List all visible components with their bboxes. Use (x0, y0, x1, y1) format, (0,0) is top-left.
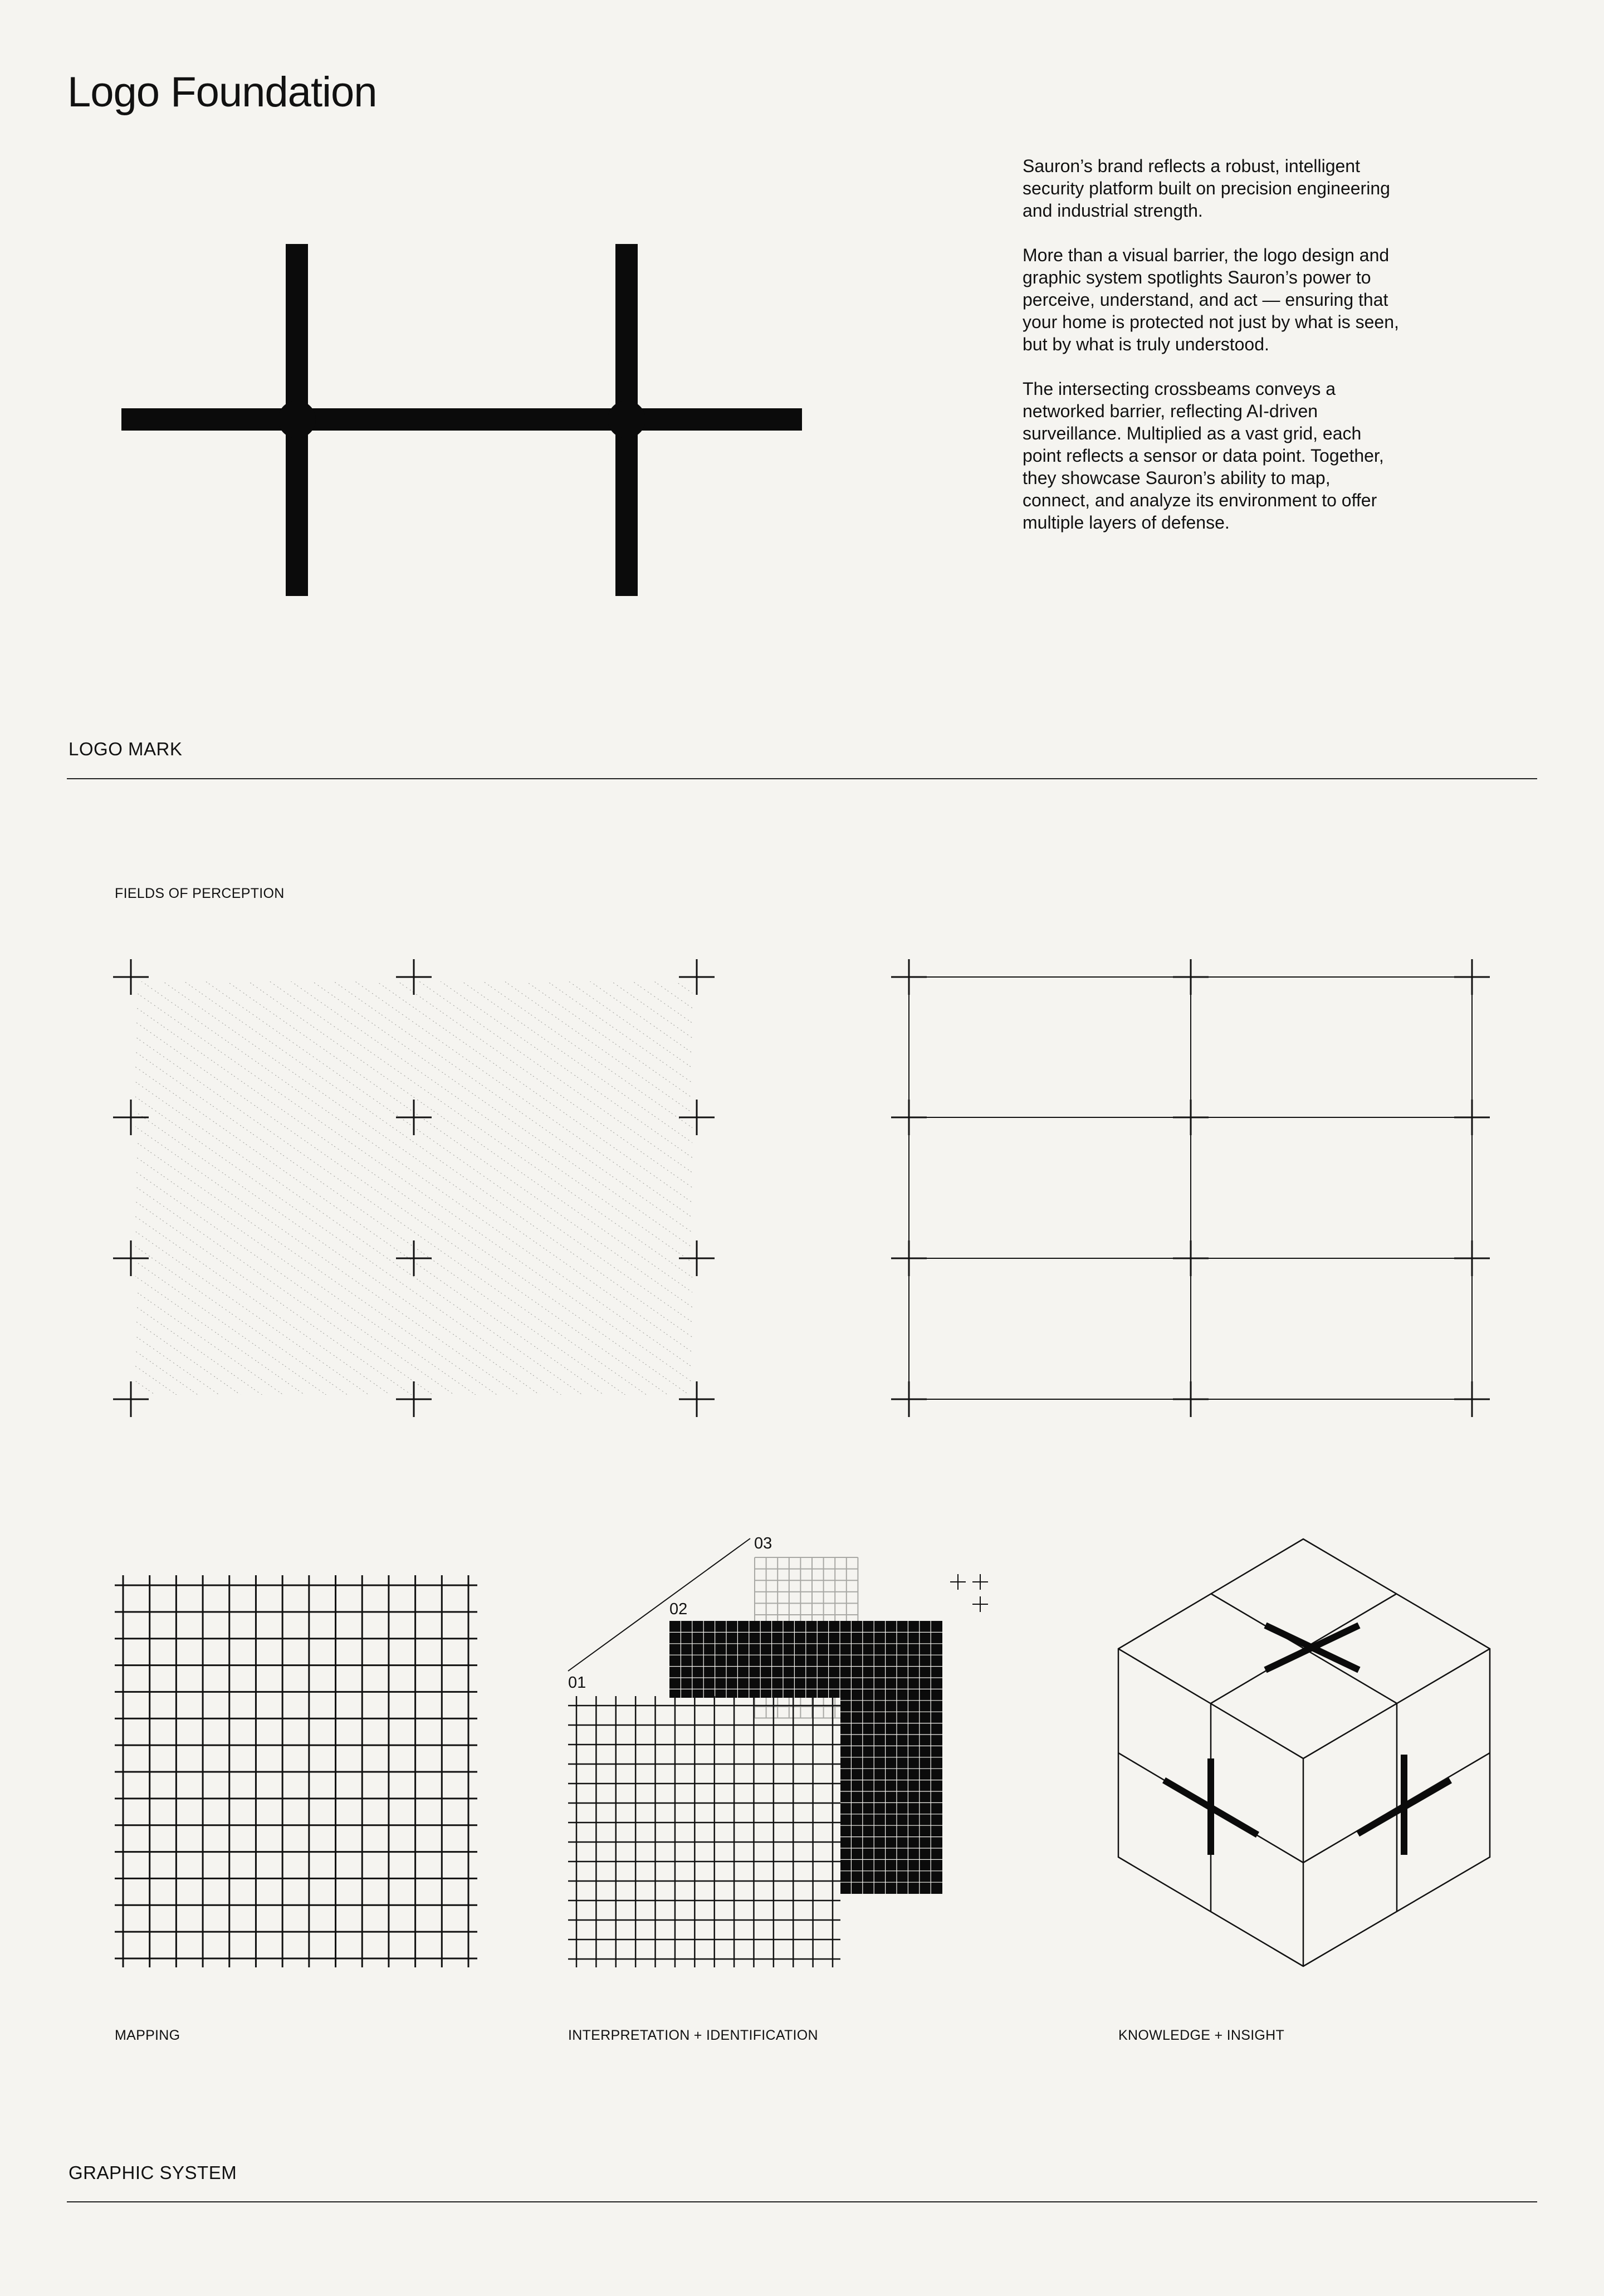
caption-interpretation: INTERPRETATION + IDENTIFICATION (568, 2028, 818, 2043)
layer-label-02: 02 (669, 1600, 688, 1618)
section-divider-bottom (67, 2201, 1537, 2202)
caption-knowledge: KNOWLEDGE + INSIGHT (1118, 2028, 1285, 2043)
layer-label-01: 01 (568, 1674, 586, 1692)
intro-paragraph-1: Sauron’s brand reflects a robust, intelligent security platform built on precision engineering and industrial strength. (1023, 156, 1390, 221)
caption-mapping: MAPPING (115, 2028, 180, 2043)
intro-paragraph-3: The intersecting crossbeams conveys a networked barrier, reflecting AI-driven surveillance. Multiplied as a vast grid, each point reflects a sensor or data point. Together, they showcase Sauron’s ability to map, connect, and analyze its environment to offer multiple layers of defense. (1023, 379, 1384, 533)
caption-fields-of-perception: FIELDS OF PERCEPTION (115, 886, 285, 901)
intro-paragraph-2: More than a visual barrier, the logo design and graphic system spotlights Sauron’s power to perceive, understand, and act — ensuring that your home is protected not just by what is seen, but by what is truly understood. (1023, 245, 1399, 354)
page-title: Logo Foundation (67, 69, 377, 116)
layer-label-03: 03 (754, 1535, 772, 1552)
section-label-graphic-system: GRAPHIC SYSTEM (69, 2162, 237, 2183)
section-label-logo-mark: LOGO MARK (69, 739, 183, 759)
isometric-cube (1118, 1539, 1490, 1966)
